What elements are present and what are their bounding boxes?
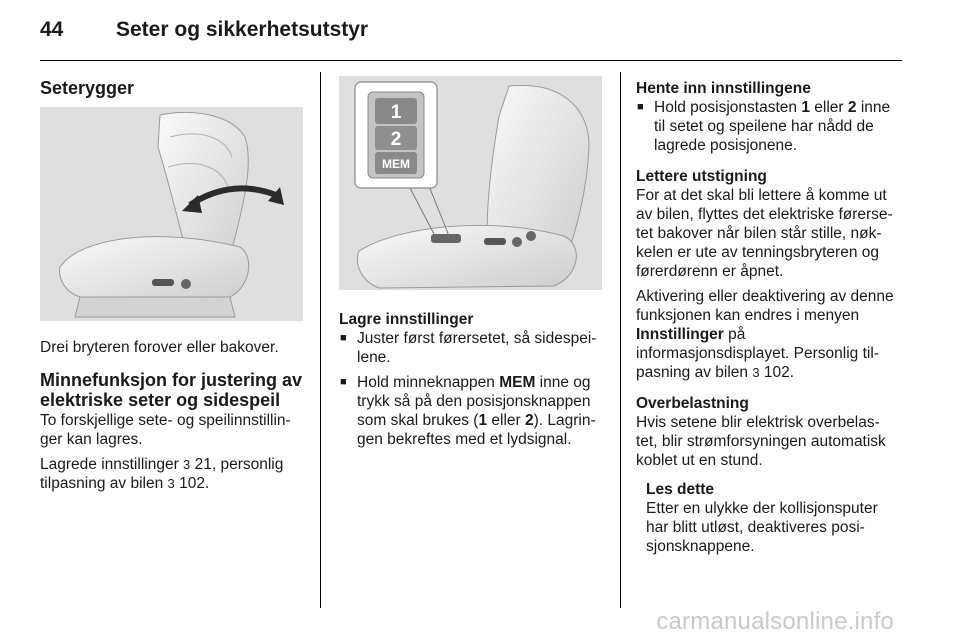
section-title-seterygger: Seterygger [40,78,135,98]
para-line: ger kan lagres. [40,431,143,448]
seat-backrest-illustration [40,107,303,321]
column-divider-1 [320,72,321,608]
subheading-lagre: Lagre innstillinger [339,311,474,328]
memory-switch-illustration [339,76,602,290]
subheading-hente: Hente inn innstillingene [636,80,811,97]
watermark: carmanualsonline.info [656,608,894,635]
page-number: 44 [40,18,64,41]
page-ref-icon: 3 [752,365,760,380]
page-ref-link[interactable]: 102. [179,475,210,492]
note-title: Les dette [646,481,715,498]
figure-memory-switch [339,76,602,290]
heading-memory-line2: elektriske seter og sidespeil [40,390,281,410]
bullet-icon: ■ [340,332,347,344]
figure-seat-backrest [40,107,303,321]
column-2 [339,310,611,449]
caption-backrest: Drei bryteren forover eller bakover. [40,339,279,356]
memory-section [40,370,312,493]
page-ref-icon: 3 [183,457,191,472]
switch-label-1: 1 [390,102,402,123]
note-box: Les dette Etter en ulykke der kollisjonsputer har blitt utløst, deaktiveres posi- sjonsknappene. [636,480,916,556]
menu-name-innstillinger: Innstillinger [636,326,724,343]
bullet-icon: ■ [340,376,347,388]
column-3: Hente inn innstillingene ■ Hold posisjonstasten 1 eller 2 inne til setet og speilene har nådd de lagrede posisjonene. Lettere utstigning For at det skal bli lettere å komme ut av bilen, flyttes det elektriske førerse- tet bakover når bilen står stille, nøk- kelen er ute av tenningsbryteren og førerdørenn er åpnet. Aktivering eller deaktivering av denne funksjonen kan endres i menyen Innstillinger på informasjonsdisplayet. Personlig til- pasning av bilen 3 102. Overbelastning Hvis setene blir elektrisk overbelas- tet, blir strømforsyningen automatisk koblet ut en stund. Les dette Etter en ulykke der kollisjonsputer har blitt utløst, deaktiveres posi- sjonsknappene. [636,79,916,556]
page-header [40,14,910,50]
para-line: To forskjellige sete- og speilinnstillin- [40,412,291,429]
page-ref-link[interactable]: 102. [763,364,795,381]
page-ref-icon: 3 [167,476,175,491]
para-text: Lagrede innstillinger [40,456,179,473]
bullet-item: ■ Juster først førersetet, så sidespei- lene. [340,330,597,366]
bullet-icon: ■ [637,101,644,113]
para-text: tilpasning av bilen [40,475,164,492]
bullet-item: ■ Hold posisjonstasten 1 eller 2 inne til setet og speilene har nådd de lagrede posisjonene. [637,99,891,154]
page-title: Seter og sikkerhetsutstyr [116,18,369,41]
heading-memory-line1: Minnefunksjon for justering av [40,370,303,390]
subheading-utstigning: Lettere utstigning [636,168,767,185]
switch-label-2: 2 [390,129,402,150]
page-ref-link[interactable]: 21, personlig [194,456,284,473]
switch-label-mem: MEM [382,157,410,171]
bullet-item: ■ Hold minneknappen MEM inne og trykk så på den posisjonsknappen som skal brukes (1 eller 2). Lagrin- gen bekreftes med et lydsignal. [340,374,596,448]
header-rule [40,60,902,61]
subheading-overbelastning: Overbelastning [636,395,749,412]
column-1 [40,78,308,98]
column-divider-2 [620,72,621,608]
